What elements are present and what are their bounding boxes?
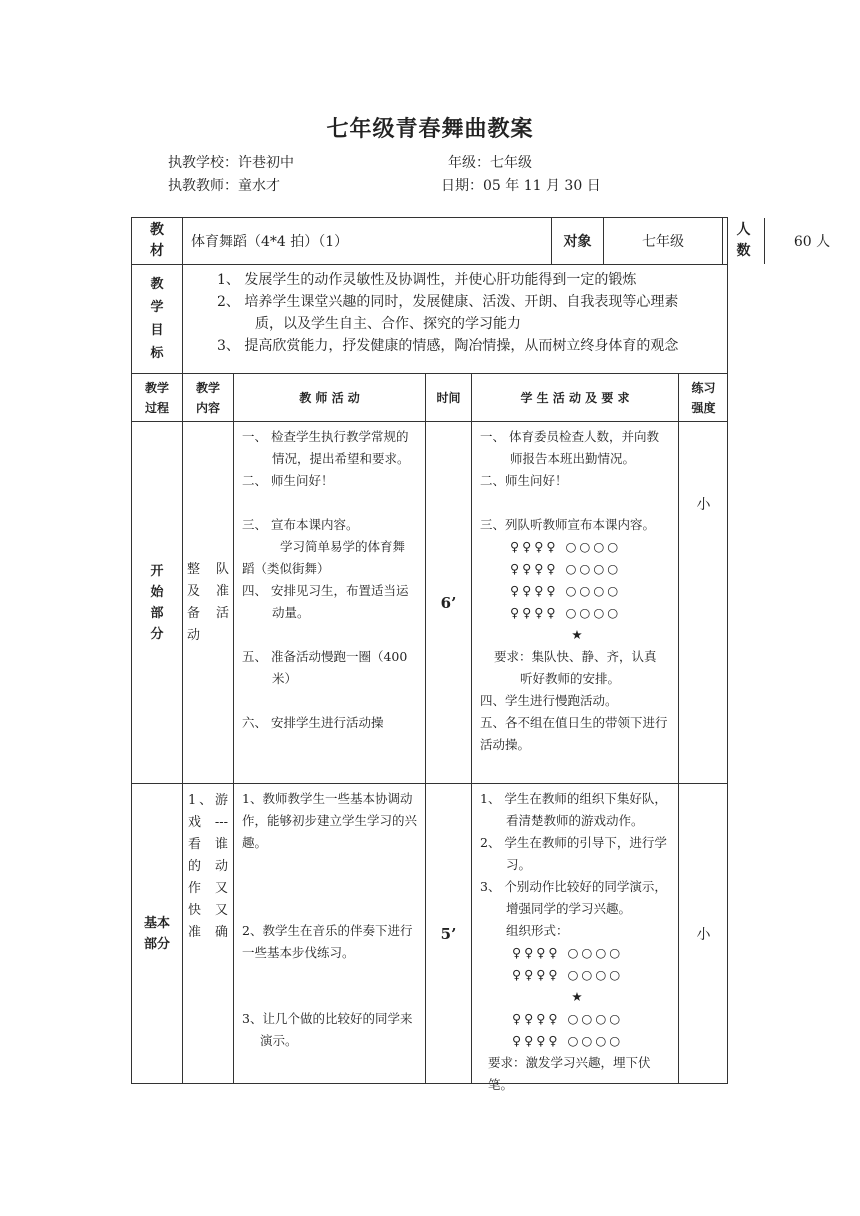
teacher-line: 1、教师教学生一些基本协调动 [242, 791, 413, 806]
teacher-line [242, 624, 419, 646]
material-row [132, 218, 831, 264]
student-line: 增强同学的学习兴趣。 [506, 901, 632, 916]
teacher-line: 趣。 [242, 835, 268, 850]
section-start-row [132, 421, 727, 783]
section-time: 6’ [425, 422, 471, 783]
section-content: 整 队 及 准 备 活 动 [182, 422, 233, 783]
formation-line: ♀♀♀♀ ○○○○ [510, 605, 622, 620]
section-intensity: 小 [678, 422, 728, 783]
formation-line: ♀♀♀♀ ○○○○ [512, 967, 624, 982]
teacher-star-icon: ★ [571, 989, 583, 1004]
formation-line: ♀♀♀♀ ○○○○ [512, 945, 624, 960]
school-label: 执教学校：许巷初中 [168, 155, 294, 171]
teacher-activity [233, 422, 425, 783]
student-line: 要求：集队快、静、齐，认真 [494, 649, 657, 664]
col-time: 时间 [425, 374, 471, 421]
goal-item: 质，以及学生自主、合作、探究的学习能力 [255, 316, 521, 332]
teacher-line [242, 690, 419, 712]
teacher-line [242, 986, 419, 1008]
student-line: 要求：激发学习兴趣，埋下伏笔。 [488, 1055, 651, 1092]
lesson-plan-table [131, 217, 831, 1092]
student-line: 二、师生问好！ [480, 473, 568, 488]
teacher-line: 2、教学生在音乐的伴奏下进行 [242, 923, 413, 938]
target-title: 对象 [551, 218, 603, 264]
col-process: 教学过程 [144, 380, 169, 415]
goal-item: 2、 培养学生课堂兴趣的同时，发展健康、活泼、开朗、自我表现等心理素 [217, 294, 679, 310]
goal-item: 3、 提高欣赏能力，抒发健康的情感，陶冶情操，从而树立终身体育的观念 [217, 338, 679, 354]
formation-line: ♀♀♀♀ ○○○○ [512, 1033, 624, 1048]
teacher-line [242, 876, 419, 898]
section-basic-row [132, 783, 727, 1092]
material-value: 体育舞蹈（4*4 拍）（1） [182, 218, 551, 264]
teacher-star-icon: ★ [571, 627, 583, 642]
section-time: 5’ [425, 784, 471, 1083]
col-teacher: 教 师 活 动 [233, 374, 425, 421]
section-process: 开始部分 [150, 563, 164, 642]
goals-title-cell: 教学目标 [150, 277, 164, 361]
student-activity [471, 784, 678, 1092]
student-line: 1、 学生在教师的组织下集好队， [480, 791, 667, 806]
teacher-line: 学习简单易学的体育舞 [280, 539, 406, 554]
teacher-line: 情况，提出希望和要求。 [272, 451, 410, 466]
teacher-line: 四、 安排见习生，布置适当运 [242, 583, 409, 598]
student-line: 师报告本班出勤情况。 [510, 451, 636, 466]
formation-line: ♀♀♀♀ ○○○○ [510, 539, 622, 554]
teacher-line: 动量。 [272, 605, 310, 620]
teacher-line: 作，能够初步建立学生学习的兴 [242, 813, 418, 828]
col-student: 学 生 活 动 及 要 求 [471, 374, 678, 421]
student-line [480, 492, 674, 514]
goals-row [132, 264, 727, 373]
goal-item: 1、 发展学生的动作灵敏性及协调性，并使心肝功能得到一定的锻炼 [217, 272, 637, 288]
student-line: 活动操。 [480, 737, 531, 752]
teacher-line: 一些基本步伐练习。 [242, 945, 355, 960]
student-line: 习。 [506, 857, 532, 872]
student-line: 五、各不组在值日生的带领下进行 [480, 715, 668, 730]
column-header-row [132, 373, 727, 421]
col-intensity: 练习强度 [678, 374, 728, 421]
formation-line: ♀♀♀♀ ○○○○ [510, 583, 622, 598]
teacher-line: 二、 师生问好！ [242, 473, 334, 488]
section-process: 基本部分 [143, 915, 170, 952]
formation-line: ♀♀♀♀ ○○○○ [512, 1011, 624, 1026]
teacher-line: 米） [272, 671, 298, 686]
student-line: 四、学生进行慢跑活动。 [480, 693, 618, 708]
teacher-line: 三、 宣布本课内容。 [242, 517, 359, 532]
formation-line: ♀♀♀♀ ○○○○ [510, 561, 622, 576]
document-title: 七年级青春舞曲教案 [326, 116, 534, 142]
student-line: 看清楚教师的游戏动作。 [506, 813, 644, 828]
teacher-line: 五、 准备活动慢跑一圈（400 [242, 649, 408, 664]
date-label: 日期：05 年 11 月 30 日 [441, 178, 601, 194]
teacher-line: 一、 检查学生执行教学常规的 [242, 429, 409, 444]
section-intensity: 小 [678, 784, 728, 1083]
goals-content [182, 265, 728, 373]
count-title-cell: 人数 [722, 218, 764, 264]
student-line: 2、 学生在教师的引导下，进行学 [480, 835, 667, 850]
student-line: 听好教师的安排。 [520, 671, 621, 686]
grade-label: 年级：七年级 [448, 155, 532, 171]
teacher-line: 3、让几个做的比较好的同学来 [242, 1011, 413, 1026]
section-content: 1、游 戏 --- 看 谁 的 动 作 又 快 又 准 确 [182, 784, 233, 1083]
student-line: 三、列队听教师宣布本课内容。 [480, 517, 656, 532]
student-line: 组织形式： [506, 923, 569, 938]
teacher-line: 演示。 [260, 1033, 298, 1048]
teacher-label: 执教教师：童水才 [168, 178, 280, 194]
teacher-line: 蹈（类似街舞） [242, 561, 330, 576]
col-content: 教学内容 [182, 374, 233, 421]
teacher-line [242, 492, 419, 514]
teacher-line [242, 898, 419, 920]
material-title-cell: 教材 [150, 222, 164, 259]
teacher-line [242, 964, 419, 986]
student-activity [471, 422, 678, 783]
teacher-line [242, 854, 419, 876]
teacher-activity [233, 784, 425, 1083]
student-line: 一、 体育委员检查人数，并向教 [480, 429, 659, 444]
teacher-line: 六、 安排学生进行活动操 [242, 715, 384, 730]
student-line: 3、 个别动作比较好的同学演示， [480, 879, 667, 894]
count-value: 60 人 [764, 218, 859, 264]
target-value: 七年级 [603, 218, 722, 264]
